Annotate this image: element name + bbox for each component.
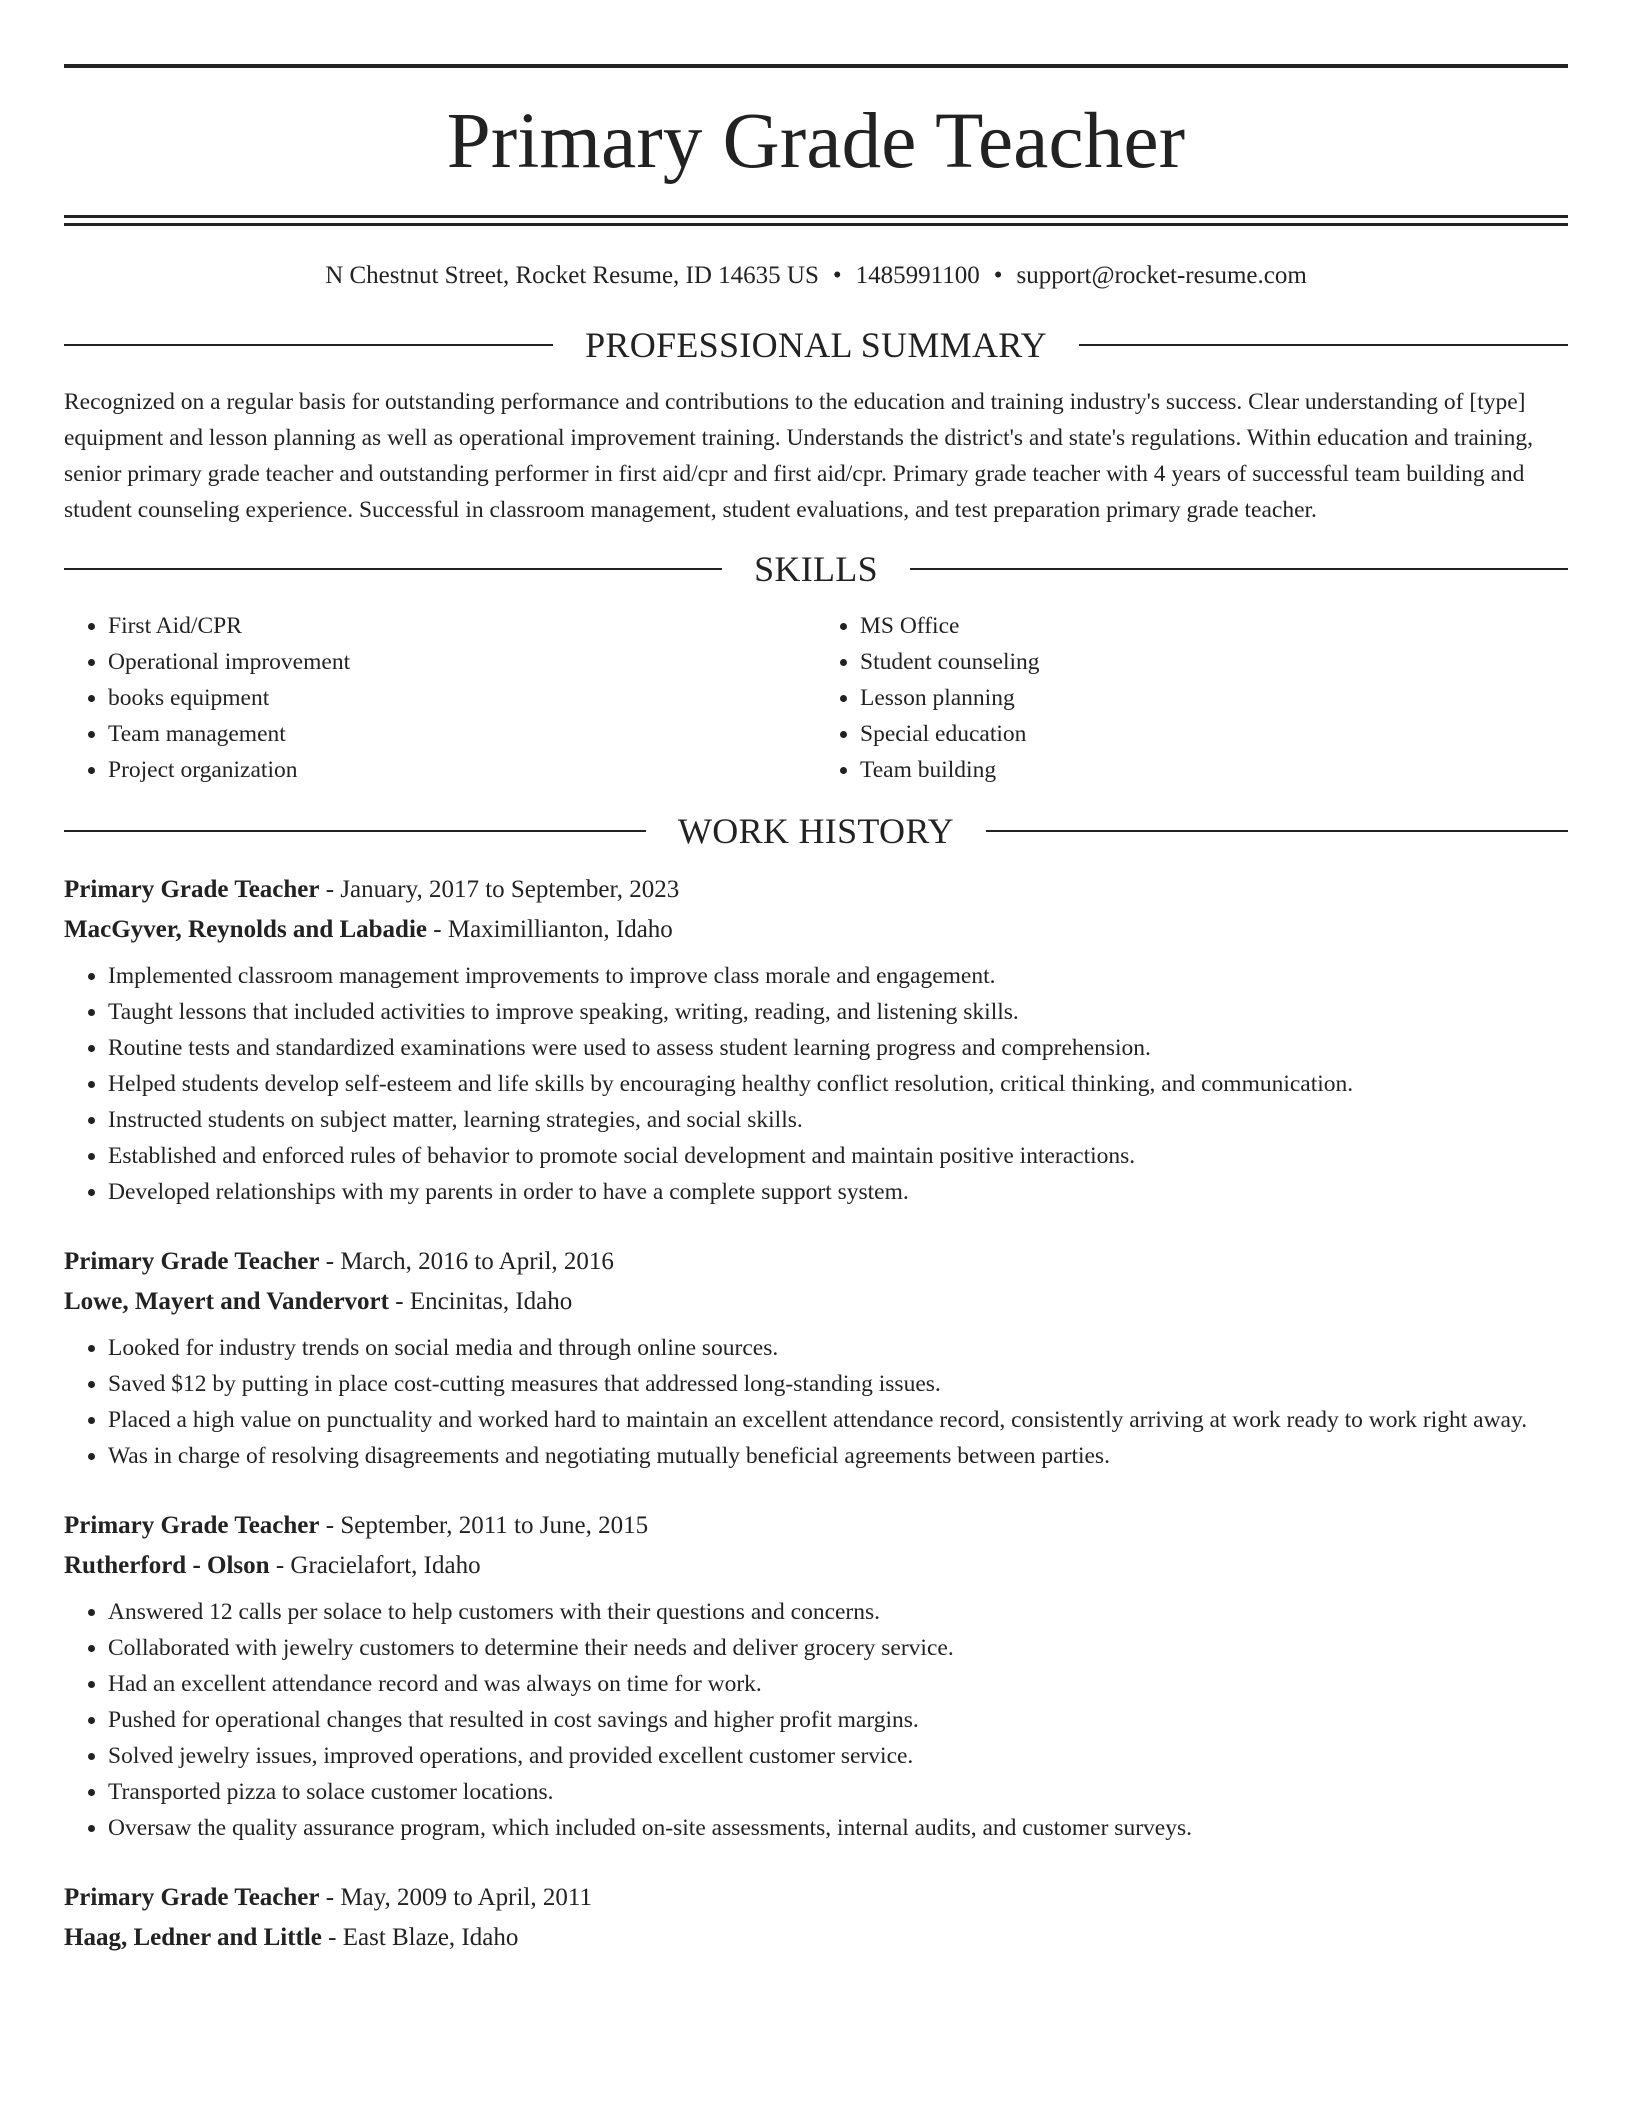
job-dates: January, 2017 to September, 2023 [340,876,680,903]
heading-rule [64,830,646,832]
job-bullet: • Routine tests and standardized examinations were used to assess student learning progress and comprehension. [108,1030,1568,1066]
job-bullet: • Helped students develop self-esteem and life skills by encouraging healthy conflict resolution, critical thinking, and communication. [108,1066,1568,1102]
job-title-line: Primary Grade Teacher - September, 2011 to June, 2015 [64,1512,649,1539]
job-bullet: • Developed relationships with my parents in order to have a complete support system. [108,1174,1568,1210]
skill-item: • Special education [860,716,1568,752]
skills-heading-label: SKILLS [754,549,878,589]
job-title: Primary Grade Teacher [64,876,320,903]
job-bullets [64,1594,1568,1846]
job-bullet: • Placed a high value on punctuality and worked hard to maintain an excellent attendance record, consistently arriving at work ready to work right away. [108,1402,1568,1438]
job-bullet: • Solved jewelry issues, improved operations, and provided excellent customer service. [108,1738,1568,1774]
job-location: Maximillianton, Idaho [447,916,673,943]
job-title: Primary Grade Teacher [64,1884,320,1911]
job-company: Rutherford - Olson [64,1552,270,1579]
summary-text: Recognized on a regular basis for outstanding performance and contributions to the education and training industry's success. Clear understanding of [type] equipment and lesson planning as well as operational improvement training. Understands the district's and state's regulations. Within education and training, senior primary grade teacher and outstanding performer in first aid/cpr and first aid/cpr. Primary grade teacher with 4 years of successful team building and student counseling experience. Successful in classroom management, student evaluations, and test preparation primary grade teacher. [64,389,1533,523]
title-double-rule [64,215,1568,226]
job-bullets [64,958,1568,1210]
work-heading-label: WORK HISTORY [678,811,954,851]
skills-left-list [64,608,816,788]
heading-rule [64,344,553,346]
skill-item: • MS Office [860,608,1568,644]
job-bullet: • Collaborated with jewelry customers to determine their needs and deliver grocery service. [108,1630,1568,1666]
skills-heading [64,548,1568,590]
job-bullet: • Looked for industry trends on social media and through online sources. [108,1330,1568,1366]
heading-rule [64,568,722,570]
job-company: Haag, Ledner and Little [64,1924,322,1951]
job-entry [64,870,1568,1210]
job-bullet: • Instructed students on subject matter, learning strategies, and social skills. [108,1102,1568,1138]
job-bullets [64,1330,1568,1474]
job-title-line: Primary Grade Teacher - March, 2016 to April, 2016 [64,1248,614,1275]
job-dates: March, 2016 to April, 2016 [340,1248,614,1275]
job-company-line: Lowe, Mayert and Vandervort - Encinitas, Idaho [64,1288,573,1315]
job-bullet: • Oversaw the quality assurance program, which included on-site assessments, internal audits, and customer surveys. [108,1810,1568,1846]
contact-address: N Chestnut Street, Rocket Resume, ID 14635 US [325,262,819,289]
contact-separator: • [832,262,842,289]
skill-item: • First Aid/CPR [108,608,816,644]
job-bullet: • Established and enforced rules of behavior to promote social development and maintain positive interactions. [108,1138,1568,1174]
job-title: Primary Grade Teacher [64,1512,320,1539]
summary-heading-label: PROFESSIONAL SUMMARY [585,325,1047,365]
skill-item: • Student counseling [860,644,1568,680]
contact-line [64,262,1568,290]
job-entry [64,1878,1568,1958]
resume-page [64,64,1568,1990]
contact-separator: • [993,262,1003,289]
job-company-line: Haag, Ledner and Little - East Blaze, Idaho [64,1924,519,1951]
heading-rule [910,568,1568,570]
work-heading [64,810,1568,852]
top-rule [64,64,1568,68]
job-company: Lowe, Mayert and Vandervort [64,1288,389,1315]
job-entry [64,1242,1568,1474]
skills-right-list [816,608,1568,788]
job-bullet: • Answered 12 calls per solace to help customers with their questions and concerns. [108,1594,1568,1630]
heading-rule [986,830,1568,832]
job-company-line: MacGyver, Reynolds and Labadie - Maximillianton, Idaho [64,916,673,943]
skill-item: • books equipment [108,680,816,716]
job-company-line: Rutherford - Olson - Gracielafort, Idaho [64,1552,481,1579]
skill-item: • Project organization [108,752,816,788]
skill-item: • Operational improvement [108,644,816,680]
skill-item: • Team building [860,752,1568,788]
skill-item: • Lesson planning [860,680,1568,716]
job-bullet: • Implemented classroom management improvements to improve class morale and engagement. [108,958,1568,994]
job-company: MacGyver, Reynolds and Labadie [64,916,428,943]
job-title: Primary Grade Teacher [64,1248,320,1275]
resume-title: Primary Grade Teacher [446,98,1186,185]
job-bullet: • Was in charge of resolving disagreements and negotiating mutually beneficial agreements between parties. [108,1438,1568,1474]
job-entry [64,1506,1568,1846]
job-dates: May, 2009 to April, 2011 [340,1884,592,1911]
heading-rule [1079,344,1568,346]
job-location: Encinitas, Idaho [409,1288,573,1315]
contact-email: support@rocket-resume.com [1016,262,1307,289]
job-title-line: Primary Grade Teacher - January, 2017 to September, 2023 [64,876,680,903]
summary-heading [64,324,1568,366]
job-bullet: • Pushed for operational changes that resulted in cost savings and higher profit margins. [108,1702,1568,1738]
skills-columns [64,608,1568,788]
skill-item: • Team management [108,716,816,752]
job-location: East Blaze, Idaho [342,1924,519,1951]
job-title-line: Primary Grade Teacher - May, 2009 to April, 2011 [64,1884,592,1911]
job-dates: September, 2011 to June, 2015 [340,1512,649,1539]
job-bullet: • Taught lessons that included activities to improve speaking, writing, reading, and listening skills. [108,994,1568,1030]
job-location: Gracielafort, Idaho [290,1552,481,1579]
job-bullet: • Saved $12 by putting in place cost-cutting measures that addressed long-standing issues. [108,1366,1568,1402]
contact-phone: 1485991100 [855,262,980,289]
job-bullet: • Had an excellent attendance record and was always on time for work. [108,1666,1568,1702]
job-bullet: • Transported pizza to solace customer locations. [108,1774,1568,1810]
